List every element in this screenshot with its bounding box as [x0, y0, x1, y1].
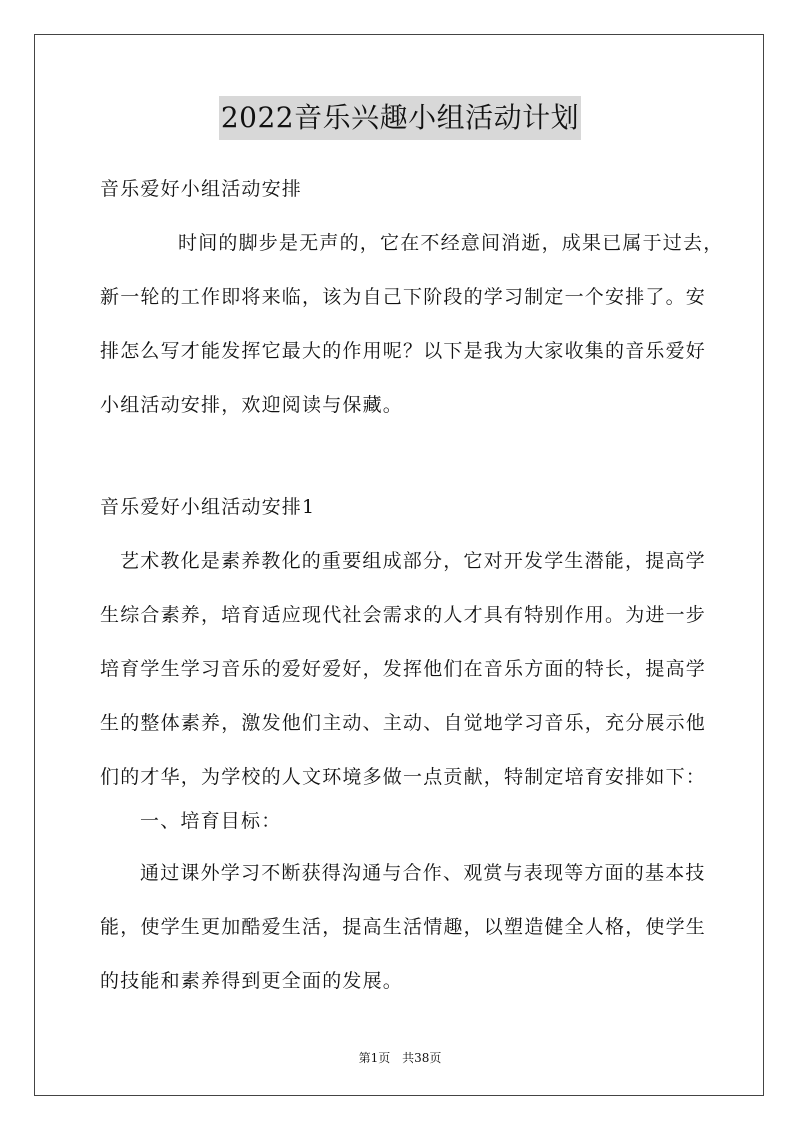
- goal-line: 能，使学生更加酷爱生活，提高生活情趣，以塑造健全人格，使学生: [100, 916, 707, 938]
- goal-heading: 一、培育目标：: [140, 810, 282, 832]
- page-number: 第1页: [358, 1051, 391, 1065]
- document-title-wrapper: [0, 96, 800, 140]
- section-heading: 音乐爱好小组活动安排: [100, 178, 303, 200]
- body-line: 生综合素养，培育适应现代社会需求的人才具有特别作用。为进一步: [100, 604, 707, 626]
- goal-line: 通过课外学习不断获得沟通与合作、观赏与表现等方面的基本技: [140, 862, 706, 884]
- body-line: 培育学生学习音乐的爱好爱好，发挥他们在音乐方面的特长，提高学: [100, 658, 707, 680]
- intro-line: 新一轮的工作即将来临，该为自己下阶段的学习制定一个安排了。安: [100, 286, 707, 308]
- intro-line: 小组活动安排，欢迎阅读与保藏。: [100, 394, 404, 416]
- subheading: 音乐爱好小组活动安排1: [100, 496, 316, 518]
- intro-line: 时间的脚步是无声的，它在不经意间消逝，成果已属于过去，: [178, 232, 724, 254]
- body-line: 生的整体素养，激发他们主动、主动、自觉地学习音乐，充分展示他: [100, 712, 707, 734]
- body-line: 艺术教化是素养教化的重要组成部分，它对开发学生潜能，提高学: [120, 550, 706, 572]
- page-total: 共38页: [402, 1051, 442, 1065]
- goal-line: 的技能和素养得到更全面的发展。: [100, 970, 404, 992]
- body-line: 们的才华，为学校的人文环境多做一点贡献，特制定培育安排如下：: [100, 766, 707, 788]
- intro-line: 排怎么写才能发挥它最大的作用呢？以下是我为大家收集的音乐爱好: [100, 340, 707, 362]
- page-footer: [0, 1049, 800, 1066]
- document-title: 2022音乐兴趣小组活动计划: [219, 96, 581, 140]
